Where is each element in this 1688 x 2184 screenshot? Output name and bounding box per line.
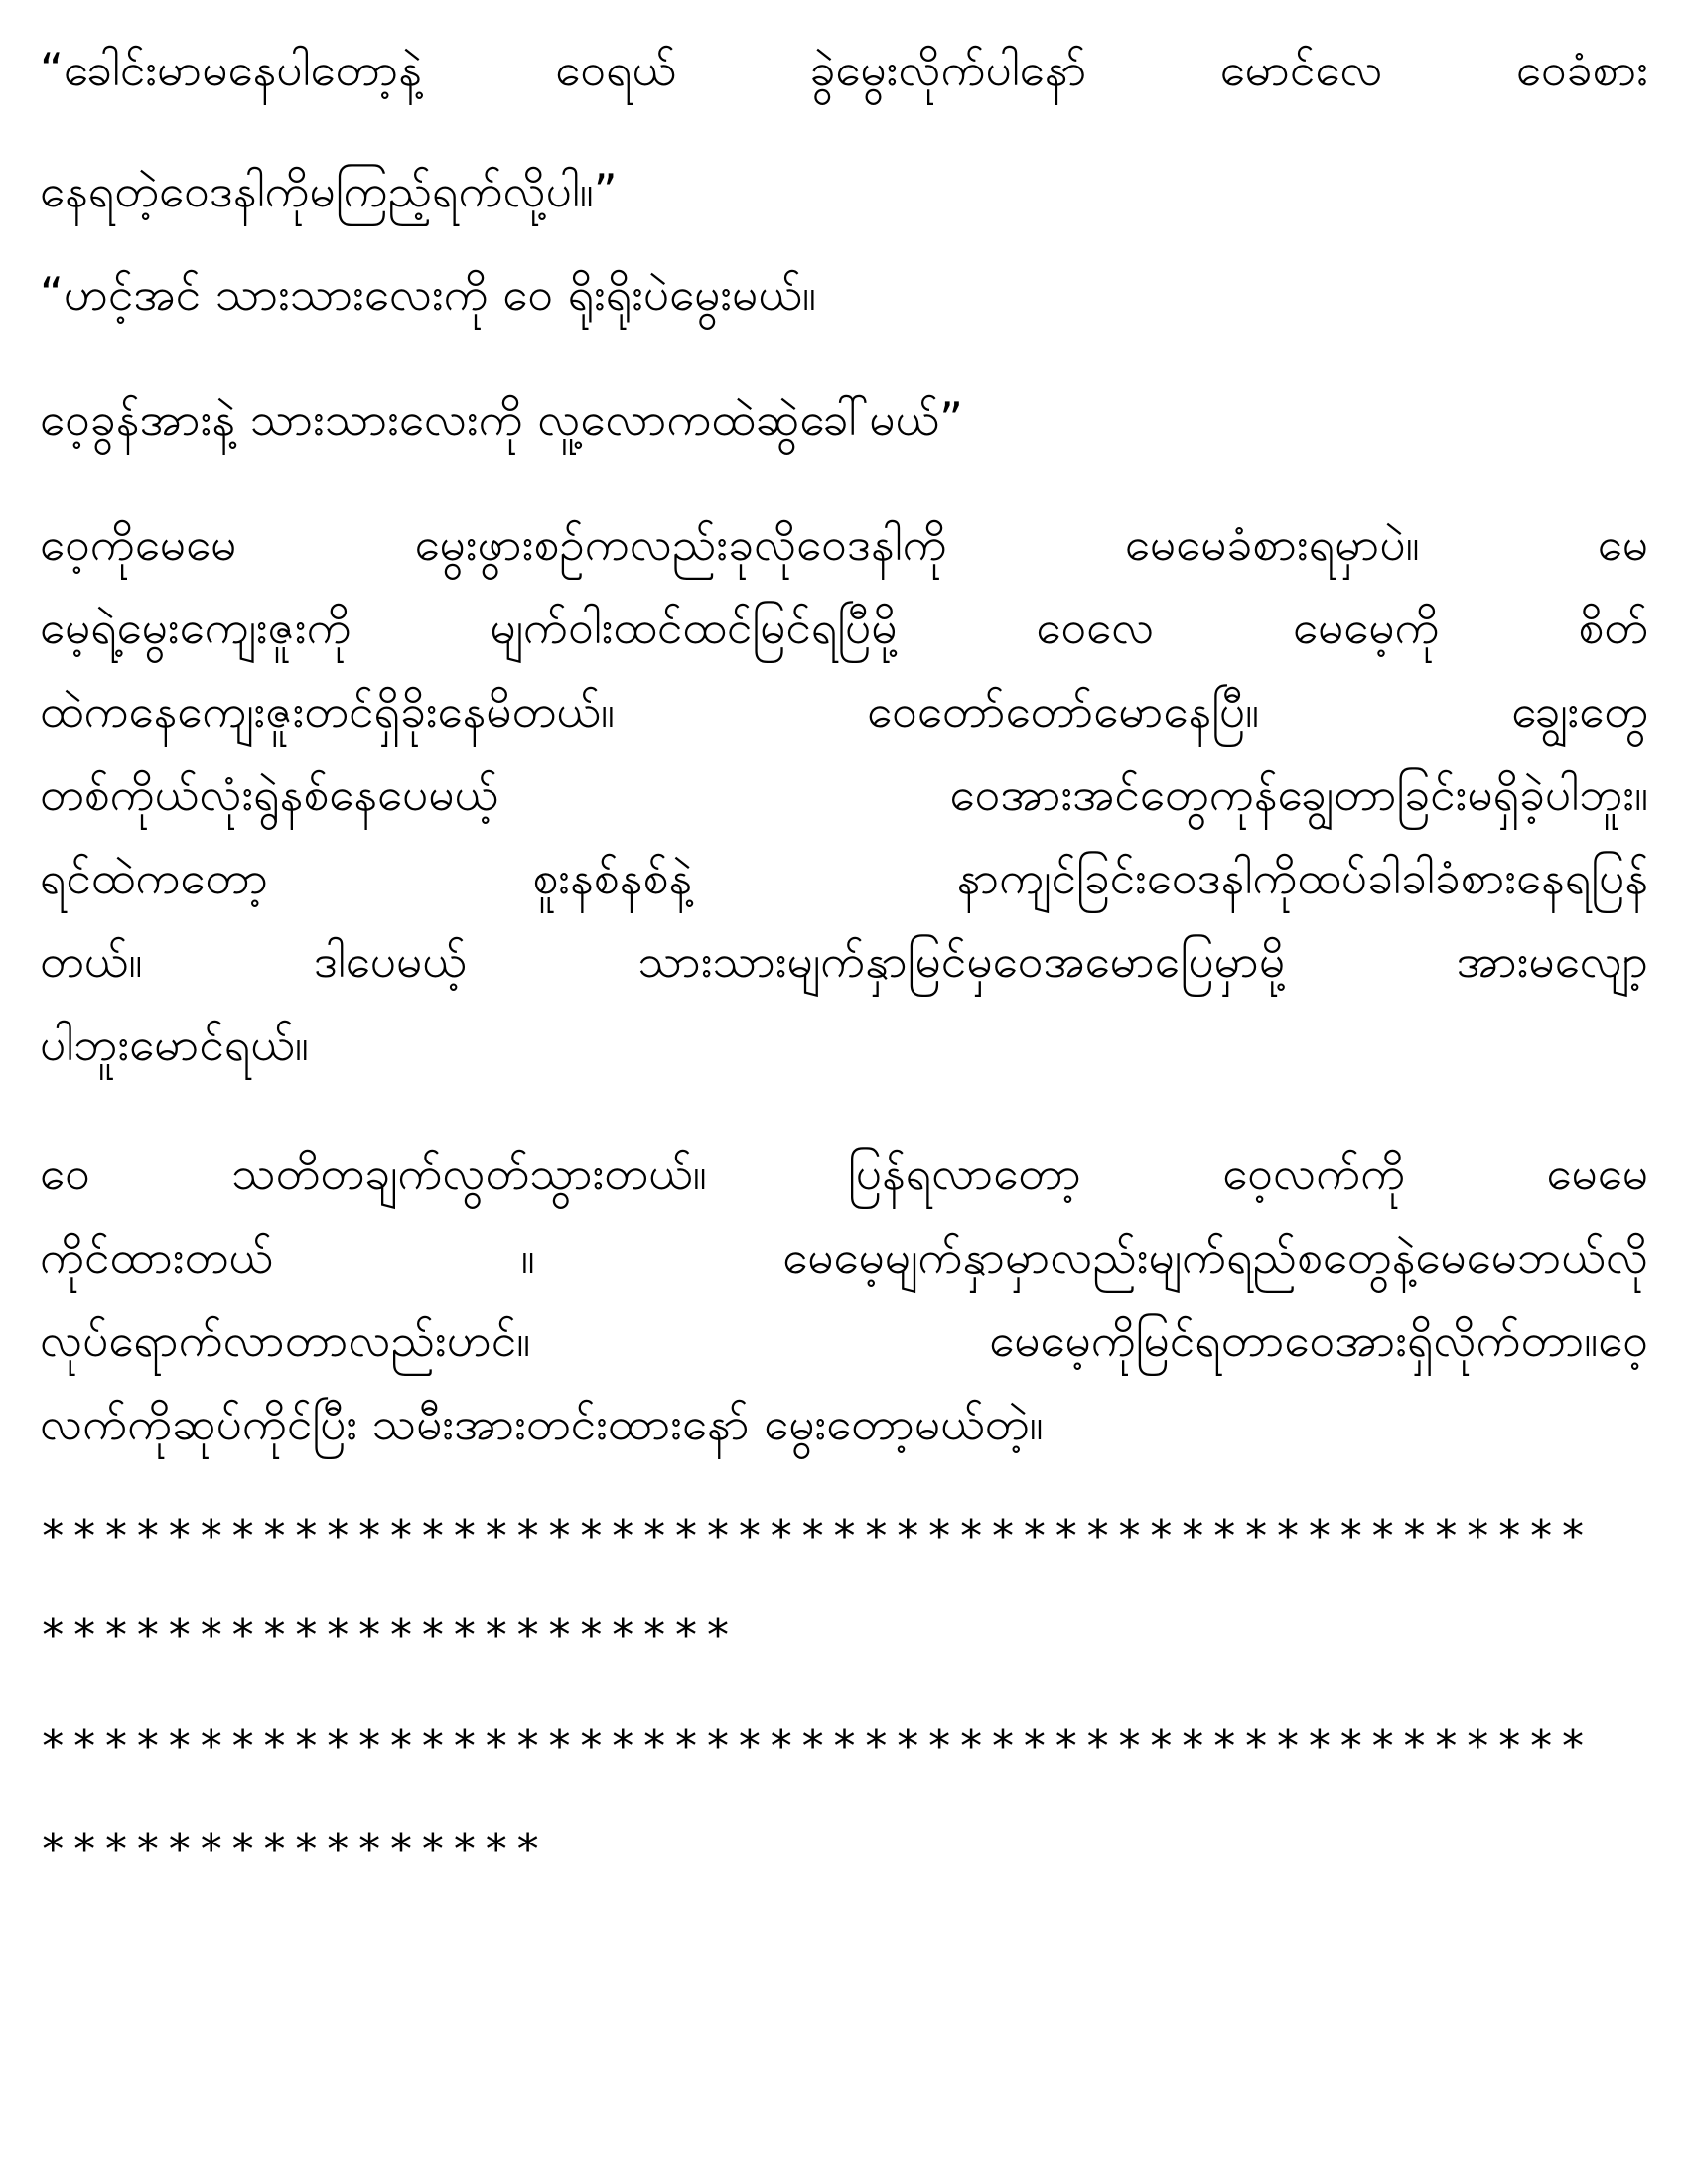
paragraph-1-line-5: ရင်ထဲကတော့ စူးနစ်နစ်နဲ့ နာကျင်ခြင်းဝေဒနါကိုထပ်ခါခါခံစားနေရပြန် (40, 851, 1648, 904)
paragraph-2-line-3: လုပ်ရောက်လာတာလည်းဟင်။ မေမေ့ကိုမြင်ရတာဝေအားရှိလိုက်တာ။ဝေ့ (40, 1313, 1648, 1367)
paragraph-2-line-2: ကိုင်ထားတယ် ။ မေမေ့မျက်နှာမှာလည်းမျက်ရည်စတွေနဲ့မေမေဘယ်လို (40, 1230, 1648, 1284)
paragraph-1-line-6: တယ်။ ဒါပေမယ့် သားသားမျက်နှာမြင်မှဝေအမောပြေမှာမို့ အားမလျော့ (40, 934, 1648, 988)
paragraph-1-line-3: ထဲကနေကျေးဇူးတင်ရှိခိုးနေမိတယ်။ ဝေတော်တော်မောနေပြီ။ ချွေးတွေ (40, 684, 1648, 738)
paragraph-1-line-1: ဝေ့ကိုမေမေ မွေးဖွားစဥ်ကလည်းခုလိုဝေဒနါကို မေမေခံစားရမှာပဲ။ မေ (40, 517, 1648, 571)
dialogue-line-2: နေရတဲ့ဝေဒနါကိုမကြည့်ရက်လို့ပါ။” (40, 164, 618, 217)
separator-line-4: **************** (40, 1825, 547, 1875)
paragraph-2-line-4: လက်ကိုဆုပ်ကိုင်ပြီး သမီးအားတင်းထားနော် မွေးတော့မယ်တဲ့။ (40, 1397, 1044, 1450)
document-page (40, 40, 1648, 2144)
paragraph-1-line-2: မေ့ရဲ့မွေးကျေးဇူးကို မျက်ဝါးထင်ထင်မြင်ရပြီမို့ ဝေလေ မေမေ့ကို စိတ် (40, 601, 1648, 654)
paragraph-1-line-4: တစ်ကိုယ်လုံးရွဲနစ်နေပေမယ့် ဝေအားအင်တွေကုန်ချွေတာခြင်းမရှိခဲ့ပါဘူး။ (40, 767, 1648, 821)
paragraph-1-line-7: ပါဘူးမောင်ရယ်။ (40, 1018, 309, 1071)
dialogue-line-3: “ဟင့်အင် သားသားလေးကို ဝေ ရိုးရိုးပဲမွေးမယ်။ (40, 267, 816, 321)
dialogue-line-4: ဝေ့ခွန်အားနဲ့ သားသားလေးကို လူ့လောကထဲဆွဲခေါ်မယ်” (40, 392, 963, 446)
paragraph-2-line-1: ဝေ သတိတချက်လွတ်သွားတယ်။ ပြန်ရလာတော့ ဝေ့လက်ကို မေမေ (40, 1147, 1648, 1200)
dialogue-line-1: “ခေါင်းမာမနေပါတော့နဲ့ ဝေရယ် ခွဲမွေးလိုက်ပါနော် မောင်လေ ဝေခံစား (40, 43, 1648, 96)
separator-line-1: ************************************************* (40, 1511, 1592, 1562)
separator-line-2: ********************** (40, 1610, 737, 1661)
separator-line-3: ************************************************* (40, 1721, 1592, 1772)
